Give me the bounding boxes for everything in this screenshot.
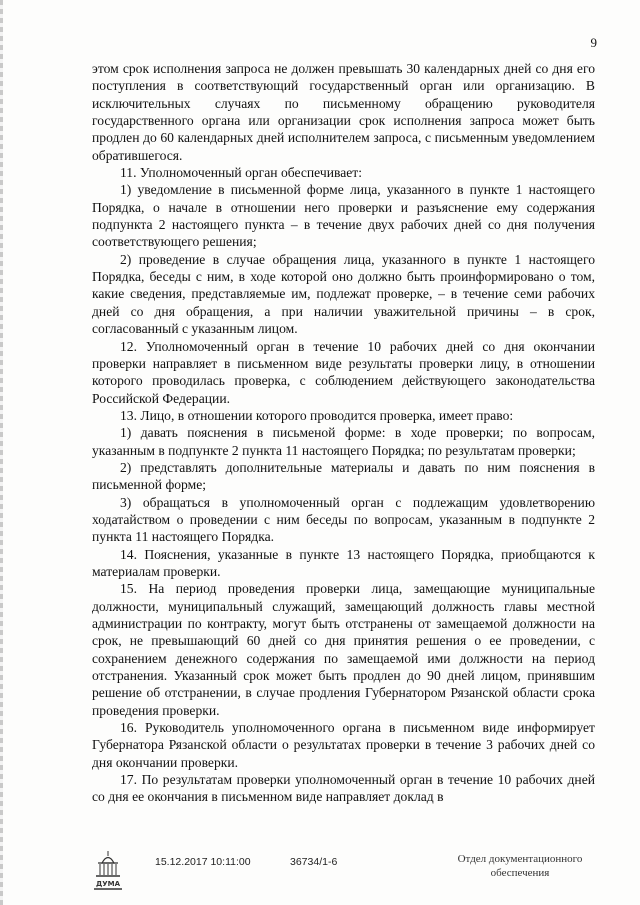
paragraph-14: 14. Пояснения, указанные в пункте 13 настоящего Порядка, приобщаются к материалам проверки.	[92, 546, 595, 579]
footer-reg-number: 36734/1-6	[290, 856, 338, 868]
scan-left-edge	[0, 0, 3, 905]
paragraph-11-heading: 11. Уполномоченный орган обеспечивает:	[120, 165, 362, 181]
document-footer	[0, 845, 640, 905]
footer-department-stamp	[455, 852, 585, 880]
paragraph-13-heading: 13. Лицо, в отношении которого проводится проверка, имеет право:	[120, 407, 514, 423]
paragraph-11-item-1: 1) уведомление в письменной форме лица, указанного в пункте 1 настоящего Порядка, о начале в отношении него проверки и разъяснение ему содержания подпункта 2 настоящего пункта – в течение двух рабочих дней со дня получения соответствующего решения;	[92, 182, 595, 250]
footer-datetime: 15.12.2017 10:11:00	[155, 856, 251, 868]
paragraph-13-item-1: 1) давать пояснения в письменой форме: в ходе проверки; по вопросам, указанным в подпункте 2 пункта 11 настоящего Порядка; по результатам проверки;	[92, 425, 595, 458]
paragraph-15: 15. На период проведения проверки лица, замещающие муниципальные должности, муниципальный служащий, замещающий должность главы местной администрации по контракту, могут быть отстранены от замещаемой должности на срок, не превышающий 60 дней со дня принятия решения о ее проведении, с сохранением денежного содержания по замещаемой ими должности на период отстранения. Указанный срок может быть продлен до 90 дней лицом, принявшим решение об отстранении, в случае продления Губернатором Рязанской области срока проведения проверки.	[92, 581, 595, 718]
paragraph-11-item-2: 2) проведение в случае обращения лица, указанного в пункте 1 настоящего Порядка, беседы с ним, в ходе которой оно должно быть проинформировано о том, какие сведения, представляемые им, подлежат проверке, – в течение семи рабочих дней со дня обращения, а при наличии уважительной причины – в срок, согласованный с указанным лицом.	[92, 251, 595, 337]
page-number: 9	[590, 35, 597, 50]
department-line-2: обеспечения	[490, 867, 550, 879]
document-body	[92, 60, 595, 806]
department-line-1: Отдел документационного	[457, 853, 583, 865]
duma-emblem-icon	[88, 849, 128, 891]
paragraph-16: 16. Руководитель уполномоченного органа в письменном виде информирует Губернатора Рязанской области о результатах проверки в течение 3 рабочих дней со дня окончании проверки.	[92, 720, 595, 770]
paragraph-12: 12. Уполномоченный орган в течение 10 рабочих дней со дня окончании проверки направляет в письменном виде результаты проверки лицу, в отношении которого проводилась проверка, с соблюдением действующего законодательства Российской Федерации.	[92, 338, 595, 406]
paragraph-13-item-2: 2) представлять дополнительные материалы и давать по ним пояснения в письменной форме;	[92, 459, 595, 493]
paragraph-continuation: этом срок исполнения запроса не должен превышать 30 календарных дней со дня его поступления в соответствующий государственный орган или организацию. В исключительных случаях по письменному обращению руководителя государственного органа или организации срок исполнения запроса может быть продлен до 60 календарных дней исполнителем запроса, с письменным уведомлением обратившегося.	[92, 61, 595, 163]
paragraph-13-item-3: 3) обращаться в уполномоченный орган с подлежащим удовлетворению ходатайством о проведении с ним беседы по вопросам, указанным в подпункте 2 пункта 11 настоящего Порядка.	[92, 494, 595, 545]
paragraph-17: 17. По результатам проверки уполномоченный орган в течение 10 рабочих дней со дня ее окончания в письменном виде направляет доклад в	[92, 772, 595, 805]
emblem-label: ДУМА	[95, 880, 121, 888]
